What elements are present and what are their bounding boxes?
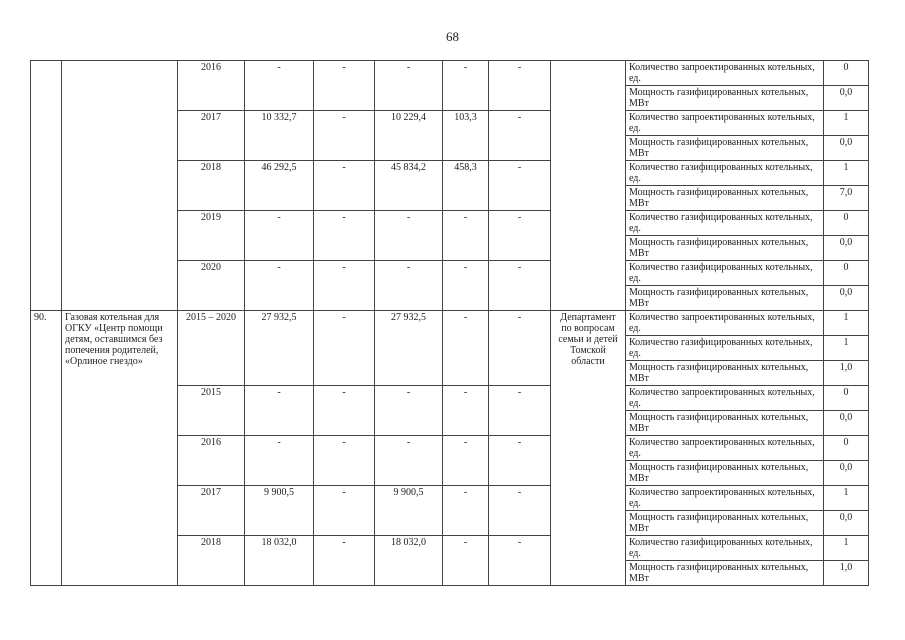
finance-cell: 9 900,5 (245, 486, 314, 536)
finance-cell: - (489, 211, 551, 261)
indicator-value: 0,0 (824, 411, 869, 436)
finance-cell: - (314, 211, 375, 261)
indicator-name: Количество газифицированных котельных, ед. (626, 536, 824, 561)
indicator-value: 1 (824, 486, 869, 511)
object-name-cell (62, 61, 178, 311)
finance-cell: 10 229,4 (375, 111, 443, 161)
indicator-value: 1 (824, 311, 869, 336)
finance-cell: 27 932,5 (245, 311, 314, 386)
indicator-value: 0 (824, 61, 869, 86)
finance-cell: 9 900,5 (375, 486, 443, 536)
year-cell: 2020 (178, 261, 245, 311)
finance-cell: - (314, 261, 375, 311)
finance-cell: - (489, 386, 551, 436)
finance-cell: - (314, 111, 375, 161)
finance-cell: 458,3 (443, 161, 489, 211)
finance-cell: - (489, 311, 551, 386)
finance-cell: - (314, 386, 375, 436)
finance-cell: - (489, 61, 551, 111)
finance-cell: - (489, 111, 551, 161)
finance-cell: - (245, 211, 314, 261)
finance-cell: - (314, 61, 375, 111)
indicator-name: Количество запроектированных котельных, ед. (626, 386, 824, 411)
year-cell: 2016 (178, 61, 245, 111)
finance-cell: - (375, 211, 443, 261)
finance-cell: - (443, 536, 489, 586)
year-cell: 2017 (178, 486, 245, 536)
finance-cell: - (314, 161, 375, 211)
indicator-value: 0,0 (824, 86, 869, 111)
finance-cell: - (443, 486, 489, 536)
year-cell: 2015 (178, 386, 245, 436)
finance-cell: - (489, 161, 551, 211)
indicator-name: Мощность газифицированных котельных, МВт (626, 136, 824, 161)
finance-cell: - (489, 536, 551, 586)
finance-cell: 46 292,5 (245, 161, 314, 211)
page-number: 68 (446, 29, 459, 44)
table-row (31, 61, 869, 86)
year-cell: 2018 (178, 161, 245, 211)
number-cell (31, 61, 62, 311)
finance-cell: - (443, 311, 489, 386)
item-number: 90. (31, 311, 62, 586)
executor-cell: Департамент по вопросам семьи и детей Томской области (551, 311, 626, 586)
finance-cell: - (314, 436, 375, 486)
finance-cell: - (489, 436, 551, 486)
finance-cell: - (375, 436, 443, 486)
indicator-value: 0 (824, 386, 869, 411)
finance-cell: - (443, 211, 489, 261)
finance-cell: - (314, 486, 375, 536)
indicator-name: Количество газифицированных котельных, ед. (626, 336, 824, 361)
indicator-value: 1 (824, 536, 869, 561)
indicator-value: 1,0 (824, 561, 869, 586)
finance-cell: 45 834,2 (375, 161, 443, 211)
year-cell: 2015 – 2020 (178, 311, 245, 386)
finance-cell: - (245, 436, 314, 486)
indicator-name: Мощность газифицированных котельных, МВт (626, 511, 824, 536)
finance-cell: - (375, 386, 443, 436)
indicator-name: Мощность газифицированных котельных, МВт (626, 286, 824, 311)
finance-cell: - (375, 61, 443, 111)
finance-cell: - (489, 261, 551, 311)
indicator-value: 1 (824, 111, 869, 136)
finance-cell: 10 332,7 (245, 111, 314, 161)
finance-cell: 18 032,0 (245, 536, 314, 586)
indicator-name: Количество запроектированных котельных, ед. (626, 436, 824, 461)
finance-cell: - (314, 536, 375, 586)
year-cell: 2018 (178, 536, 245, 586)
finance-cell: - (245, 61, 314, 111)
indicator-name: Количество газифицированных котельных, ед. (626, 211, 824, 236)
finance-cell: - (443, 261, 489, 311)
finance-cell: - (489, 486, 551, 536)
indicator-name: Количество запроектированных котельных, ед. (626, 61, 824, 86)
indicator-name: Мощность газифицированных котельных, МВт (626, 561, 824, 586)
finance-cell: - (443, 436, 489, 486)
indicator-name: Мощность газифицированных котельных, МВт (626, 361, 824, 386)
year-cell: 2017 (178, 111, 245, 161)
year-cell: 2019 (178, 211, 245, 261)
year-cell: 2016 (178, 436, 245, 486)
table-row (31, 311, 869, 336)
indicator-value: 0 (824, 211, 869, 236)
finance-cell: - (443, 61, 489, 111)
indicator-name: Мощность газифицированных котельных, МВт (626, 461, 824, 486)
indicator-name: Количество запроектированных котельных, ед. (626, 311, 824, 336)
finance-cell: - (245, 261, 314, 311)
program-table (30, 60, 869, 586)
indicator-name: Количество газифицированных котельных, ед. (626, 261, 824, 286)
indicator-value: 0,0 (824, 286, 869, 311)
indicator-name: Мощность газифицированных котельных, МВт (626, 411, 824, 436)
indicator-value: 7,0 (824, 186, 869, 211)
indicator-value: 1 (824, 336, 869, 361)
indicator-name: Мощность газифицированных котельных, МВт (626, 186, 824, 211)
indicator-value: 0,0 (824, 136, 869, 161)
object-name: Газовая котельная для ОГКУ «Центр помощи детям, оставшимся без попечения родителей, «Орлиное гнездо» (62, 311, 178, 586)
indicator-name: Количество газифицированных котельных, ед. (626, 161, 824, 186)
indicator-value: 0,0 (824, 236, 869, 261)
finance-cell: 27 932,5 (375, 311, 443, 386)
indicator-value: 1 (824, 161, 869, 186)
finance-cell: - (245, 386, 314, 436)
indicator-value: 1,0 (824, 361, 869, 386)
finance-cell: - (443, 386, 489, 436)
indicator-name: Мощность газифицированных котельных, МВт (626, 236, 824, 261)
indicator-name: Количество запроектированных котельных, ед. (626, 111, 824, 136)
indicator-name: Мощность газифицированных котельных, МВт (626, 86, 824, 111)
finance-cell: - (314, 311, 375, 386)
indicator-name: Количество запроектированных котельных, ед. (626, 486, 824, 511)
indicator-value: 0,0 (824, 461, 869, 486)
indicator-value: 0,0 (824, 511, 869, 536)
executor-cell (551, 61, 626, 311)
indicator-value: 0 (824, 261, 869, 286)
indicator-value: 0 (824, 436, 869, 461)
finance-cell: - (375, 261, 443, 311)
finance-cell: 18 032,0 (375, 536, 443, 586)
finance-cell: 103,3 (443, 111, 489, 161)
